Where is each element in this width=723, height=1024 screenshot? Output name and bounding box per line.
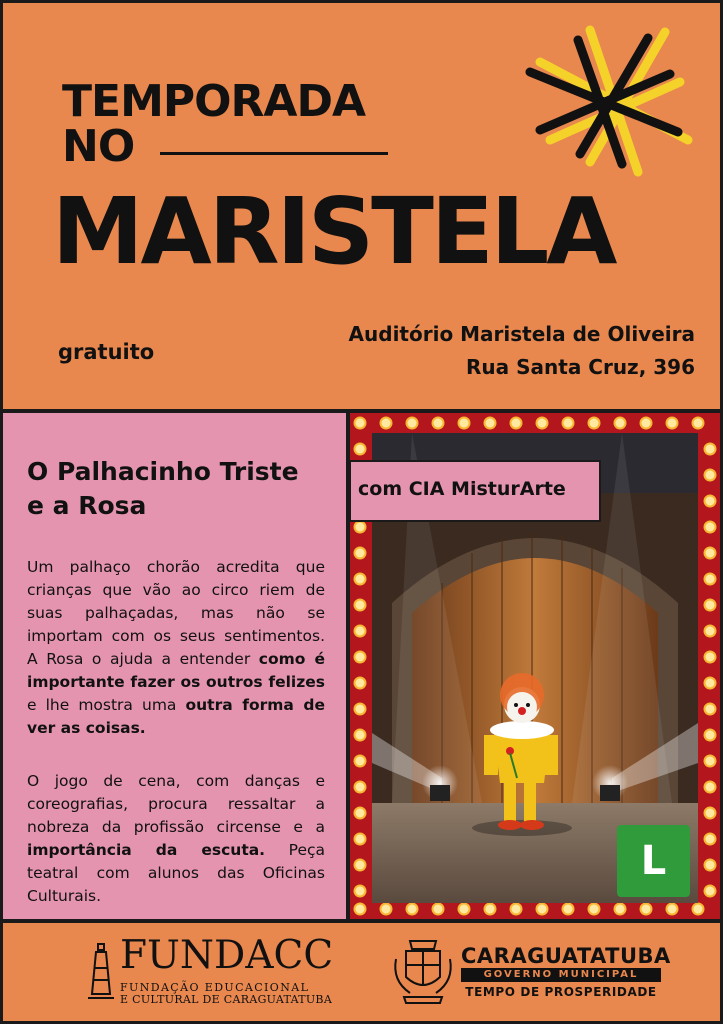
marquee-bulb bbox=[667, 418, 678, 429]
marquee-bulb bbox=[407, 418, 418, 429]
marquee-bulb bbox=[355, 522, 366, 533]
company-label: com CIA MisturArte bbox=[358, 478, 566, 500]
para1-text-a: Um palhaço chorão acredita que crianças que vão ao circo riem de suas palhaçadas, mas não se importam com os seus sentimentos. A Rosa o ajuda a entender bbox=[27, 558, 325, 668]
marquee-bulb bbox=[615, 904, 626, 915]
marquee-bulb bbox=[705, 496, 716, 507]
fundacc-name: FUNDACC bbox=[120, 933, 334, 978]
marquee-bulb bbox=[355, 808, 366, 819]
marquee-bulb bbox=[511, 904, 522, 915]
venue-name: Auditório Maristela de Oliveira bbox=[348, 322, 695, 346]
marquee-bulb bbox=[485, 418, 496, 429]
marquee-bulb bbox=[355, 444, 366, 455]
details-paragraph bbox=[27, 770, 325, 908]
marquee-bulb bbox=[705, 704, 716, 715]
city-government-label: GOVERNO MUNICIPAL bbox=[483, 969, 639, 980]
fundacc-subtitle-1: FUNDAÇÃO EDUCACIONAL bbox=[120, 981, 310, 994]
title-main: MARISTELA bbox=[52, 178, 615, 285]
show-title-line-2: e a Rosa bbox=[27, 490, 147, 520]
title-line-2: NO bbox=[62, 121, 135, 172]
marquee-bulb bbox=[705, 470, 716, 481]
venue-address: Rua Santa Cruz, 396 bbox=[466, 355, 695, 379]
marquee-bulb bbox=[355, 652, 366, 663]
marquee-bulb bbox=[355, 886, 366, 897]
marquee-bulb bbox=[433, 904, 444, 915]
marquee-bulb bbox=[705, 444, 716, 455]
marquee-bulb bbox=[705, 730, 716, 741]
marquee-bulb bbox=[667, 904, 678, 915]
marquee-bulb bbox=[355, 782, 366, 793]
marquee-bulb bbox=[355, 860, 366, 871]
marquee-bulb bbox=[641, 418, 652, 429]
marquee-bulb bbox=[641, 904, 652, 915]
marquee-bulb bbox=[705, 548, 716, 559]
marquee-bulb bbox=[381, 904, 392, 915]
marquee-bulb bbox=[705, 678, 716, 689]
title-line-1: TEMPORADA bbox=[62, 76, 366, 127]
marquee-bulb bbox=[459, 904, 470, 915]
marquee-bulb bbox=[705, 574, 716, 585]
synopsis-paragraph bbox=[27, 556, 325, 740]
marquee-bulb bbox=[433, 418, 444, 429]
para1-text-c: e lhe mostra uma bbox=[27, 696, 186, 714]
fundacc-subtitle-2: E CULTURAL DE CARAGUATATUBA bbox=[120, 993, 333, 1006]
marquee-bulb bbox=[705, 782, 716, 793]
marquee-bulb bbox=[485, 904, 496, 915]
para2-bold-b: importância da escuta. bbox=[27, 841, 266, 859]
marquee-bulb bbox=[355, 418, 366, 429]
marquee-bulb bbox=[589, 904, 600, 915]
marquee-bulb bbox=[355, 904, 366, 915]
marquee-bulb bbox=[705, 860, 716, 871]
marquee-bulb bbox=[705, 522, 716, 533]
marquee-bulb bbox=[705, 808, 716, 819]
marquee-bulb bbox=[381, 418, 392, 429]
marquee-bulb bbox=[563, 904, 574, 915]
marquee-bulb bbox=[693, 418, 704, 429]
marquee-bulb bbox=[355, 678, 366, 689]
marquee-bulb bbox=[705, 652, 716, 663]
marquee-bulb bbox=[705, 626, 716, 637]
age-rating-label: L bbox=[640, 838, 667, 884]
city-tagline: TEMPO DE PROSPERIDADE bbox=[465, 985, 657, 999]
marquee-bulb bbox=[537, 418, 548, 429]
para1-bold-b: como é importante fazer os outros felizes bbox=[27, 650, 325, 691]
show-title-line-1: O Palhacinho Triste bbox=[27, 457, 299, 486]
marquee-bulb bbox=[355, 548, 366, 559]
fundacc-lighthouse-icon bbox=[84, 940, 118, 1002]
asterisk-burst-icon bbox=[520, 22, 700, 182]
marquee-bulb bbox=[355, 730, 366, 741]
city-name: CARAGUATATUBA bbox=[461, 944, 671, 968]
marquee-bulb bbox=[355, 600, 366, 611]
price-label: gratuito bbox=[58, 340, 155, 364]
marquee-bulb bbox=[705, 834, 716, 845]
marquee-bulb bbox=[537, 904, 548, 915]
marquee-bulb bbox=[705, 756, 716, 767]
marquee-bulb bbox=[705, 886, 716, 897]
title-underline bbox=[160, 152, 388, 155]
marquee-bulb bbox=[355, 834, 366, 845]
marquee-bulb bbox=[355, 626, 366, 637]
caraguatatuba-crest-icon bbox=[390, 937, 456, 1005]
marquee-bulb bbox=[693, 904, 704, 915]
marquee-bulb bbox=[355, 704, 366, 715]
para1-bold-d: outra forma de ver as coisas. bbox=[27, 696, 325, 737]
marquee-bulb bbox=[355, 756, 366, 767]
marquee-bulb bbox=[615, 418, 626, 429]
marquee-bulb bbox=[407, 904, 418, 915]
marquee-bulb bbox=[589, 418, 600, 429]
para2-text-a: O jogo de cena, com danças e coreografias, procura ressaltar a nobreza da profissão circense e a bbox=[27, 772, 325, 836]
marquee-bulb bbox=[563, 418, 574, 429]
marquee-bulb bbox=[459, 418, 470, 429]
show-title bbox=[27, 455, 337, 523]
marquee-bulb bbox=[355, 574, 366, 585]
marquee-bulb bbox=[705, 600, 716, 611]
marquee-bulb bbox=[511, 418, 522, 429]
para2-text-c: Peça teatral com alunos das Oficinas Culturais. bbox=[27, 841, 326, 905]
